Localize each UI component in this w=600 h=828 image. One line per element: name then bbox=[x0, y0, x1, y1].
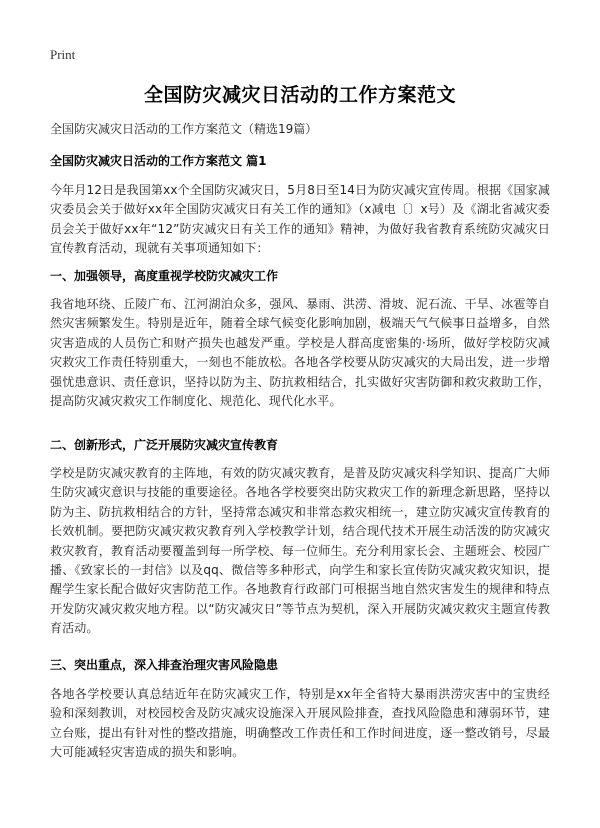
section-body-2: 学校是防灾减灾教育的主阵地，有效的防灾减灾教育，是普及防灾减灾科学知识、提高广大师生防灾减灾意识与技能的重要途径。各地各学校要突出防灾救灾工作的新理念新思路，坚持以防为主、防抗救相结合的方针，坚持常态减灾和非常态救灾相统一，建立防灾减灾宣传教育的长效机制。要把防灾减灾救灾教育列入学校教学计划，结合现代技术开展生动活泼的防灾减灾救灾教育，教育活动要覆盖到每一所学校、每一位师生。充分利用家长会、主题班会、校园广播、《致家长的一封信》以及qq、微信等多种形式，向学生和家长宣传防灾减灾救灾知识，提醒学生家长配合做好灾害防范工作。各地教育行政部门可根据当地自然灾害发生的规律和特点开发防灾减灾救灾地方程。以“防灾减灾日”等节点为契机，深入开展防灾减灾救灾主题宣传教育活动。 bbox=[50, 466, 550, 636]
section-heading-3: 三、突出重点，深入排查治理灾害风险隐患 bbox=[50, 658, 279, 672]
document-title: 全国防灾减灾日活动的工作方案范文 bbox=[143, 84, 456, 106]
section-heading-2: 二、创新形式，广泛开展防灾减灾宣传教育 bbox=[50, 438, 279, 452]
intro-paragraph: 今年月12日是我国第xx个全国防灾减灾日，5月8日至14日为防灾减灾宣传周。根据《国家减灾委员会关于做好xx年全国防灾减灾日有关工作的通知》（x减电〔〕x号）及《湖北省减灾委员会关于做好xx年“12”防灾减灾日有关工作的通知》精神，为做好我省教育系统防灾减灾日宣传教育活动，现就有关事项通知如下： bbox=[50, 183, 550, 256]
section-heading-1: 一、加强领导，高度重视学校防灾减灾工作 bbox=[50, 269, 279, 283]
print-link[interactable]: Print bbox=[50, 47, 76, 62]
section-body-1: 我省地环绕、丘陵广布、江河湖泊众多，强风、暴雨、洪涝、滑坡、泥石流、干旱、冰雹等自然灾害频繁发生。特别是近年，随着全球气候变化影响加剧，极端天气气候事日益增多，自然灾害造成的人员伤亡和财产损失也越发严重。学校是人群高度密集的·场所，做好学校防灾减灾救灾工作责任特别重大，一刻也不能放松。各地各学校要从防灾减灾的大局出发，进一步增强忧患意识、责任意识，坚持以防为主、防抗救相结合，扎实做好灾害防御和救灾救助工作，提高防灾减灾救灾工作制度化、规范化、现代化水平。 bbox=[50, 297, 550, 409]
section-body-3: 各地各学校要认真总结近年在防灾减灾工作，特别是xx年全省特大暴雨洪涝灾害中的宝贵经验和深刻教训，对校园校舍及防灾减灾设施深入开展风险排查，查找风险隐患和薄弱环节，建立台账，提出有针对性的整改措施，明确整改工作责任和工作时间进度，逐一整改销号，尽最大可能减轻灾害造成的损失和影响。 bbox=[50, 687, 550, 760]
document-subtitle: 全国防灾减灾日活动的工作方案范文（精选19篇） bbox=[50, 122, 318, 136]
article-heading: 全国防灾减灾日活动的工作方案范文 篇1 bbox=[50, 154, 267, 168]
